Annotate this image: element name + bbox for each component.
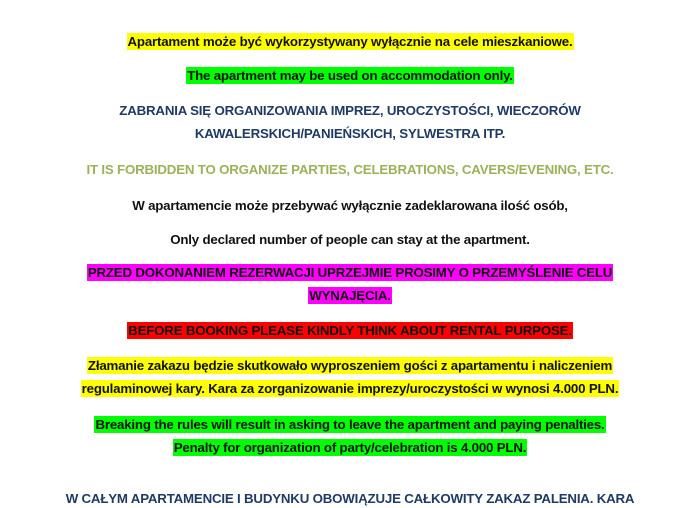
party-ban-en: IT IS FORBIDDEN TO ORGANIZE PARTIES, CELEBRATIONS, CAVERS/EVENING, ETC. <box>86 162 614 177</box>
occupancy-pl: W apartamencie może przebywać wyłącznie zadeklarowana ilość osób, <box>132 198 568 213</box>
penalty-en-line1: Breaking the rules will result in asking to leave the apartment and paying penalties. <box>95 417 605 432</box>
penalty-pl-line1: Złamanie zakazu będzie skutkowało wyproszeniem gości z apartamentu i naliczeniem <box>87 358 613 373</box>
occupancy-en: Only declared number of people can stay at the apartment. <box>170 232 530 247</box>
booking-notice-pl-line2: WYNAJĘCIA. <box>309 288 391 303</box>
rule-residential-pl: Apartament może być wykorzystywany wyłącznie na cele mieszkaniowe. <box>127 34 573 49</box>
party-ban-pl-line1: ZABRANIA SIĘ ORGANIZOWANIA IMPREZ, UROCZYSTOŚCI, WIECZORÓW <box>119 103 581 118</box>
penalty-pl-line2: regulaminowej kary. Kara za zorganizowanie imprezy/uroczystości w wynosi 4.000 PLN. <box>81 381 619 396</box>
rule-residential-en: The apartment may be used on accommodation only. <box>187 68 513 83</box>
smoking-ban-pl: W CAŁYM APARTAMENCIE I BUDYNKU OBOWIĄZUJE CAŁKOWITY ZAKAZ PALENIA. KARA <box>65 491 635 506</box>
party-ban-pl-line2: KAWALERSKICH/PANIEŃSKICH, SYLWESTRA ITP. <box>194 126 506 141</box>
booking-notice-pl-line1: PRZED DOKONANIEM REZERWACJI UPRZEJMIE PROSIMY O PRZEMYŚLENIE CELU <box>87 265 613 280</box>
penalty-en-line2: Penalty for organization of party/celebration is 4.000 PLN. <box>173 440 527 455</box>
booking-notice-en: BEFORE BOOKING PLEASE KINDLY THINK ABOUT RENTAL PURPOSE. <box>128 323 572 338</box>
